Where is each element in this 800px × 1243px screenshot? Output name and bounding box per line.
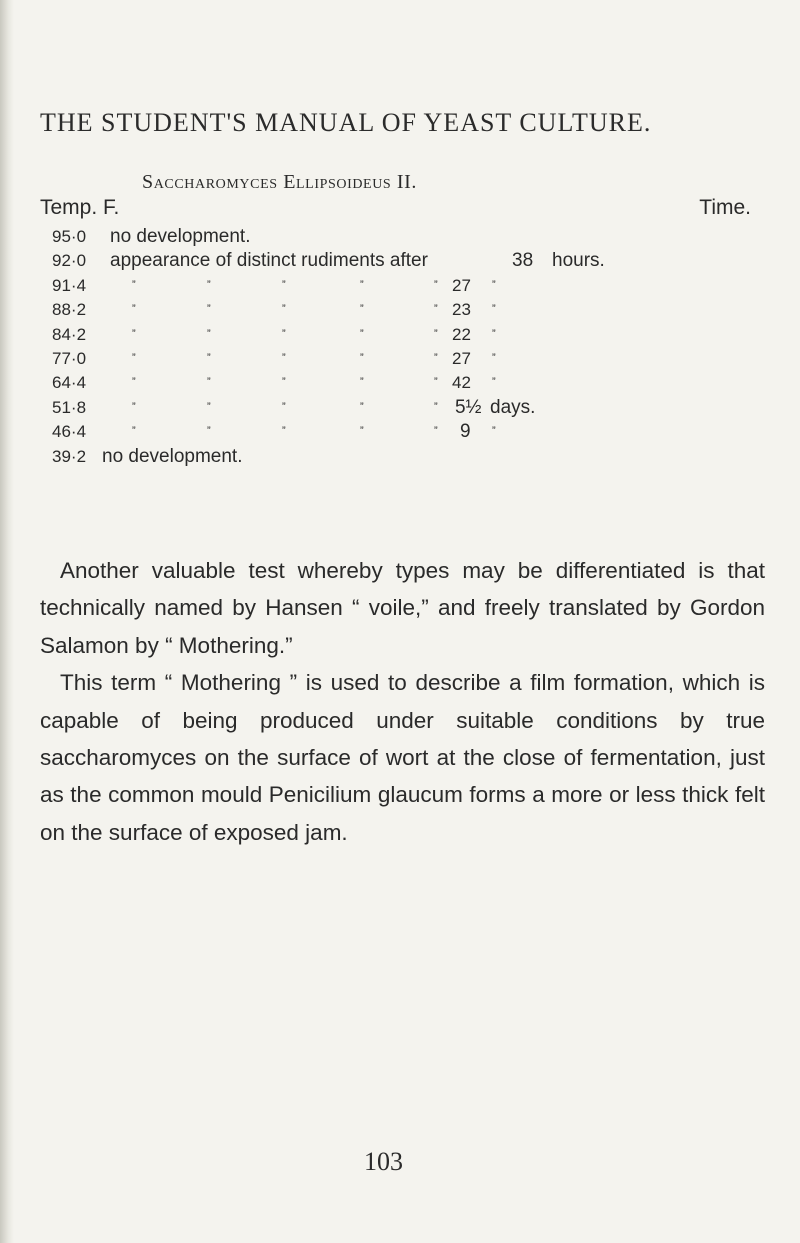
row-time: 38 xyxy=(512,250,534,272)
table-row xyxy=(52,274,764,298)
row-temperature: 64·4 xyxy=(52,373,87,393)
ditto-mark: ” xyxy=(132,327,137,340)
ditto-mark: ” xyxy=(360,351,365,364)
ditto-mark: ” xyxy=(492,278,497,291)
book-spine-shadow xyxy=(0,0,14,1243)
row-temperature: 77·0 xyxy=(52,348,87,368)
table-row xyxy=(52,420,764,444)
row-temperature: 84·2 xyxy=(52,324,87,344)
row-time: 27 xyxy=(452,275,471,295)
ditto-mark: ” xyxy=(434,303,439,316)
table-row xyxy=(52,298,764,322)
table-row xyxy=(52,445,764,469)
ditto-mark: ” xyxy=(207,351,212,364)
running-head: THE STUDENT'S MANUAL OF YEAST CULTURE. xyxy=(40,108,652,137)
ditto-mark: ” xyxy=(132,351,137,364)
ditto-mark: ” xyxy=(132,400,137,413)
table-row xyxy=(52,249,764,273)
row-temperature: 51·8 xyxy=(52,397,87,417)
table-row xyxy=(52,323,764,347)
ditto-mark: ” xyxy=(132,376,137,389)
ditto-mark: ” xyxy=(282,327,287,340)
row-temperature: 39·2 xyxy=(52,446,87,466)
row-unit: days. xyxy=(490,396,536,418)
row-temperature: 91·4 xyxy=(52,275,87,295)
ditto-mark: ” xyxy=(360,376,365,389)
row-note: no development. xyxy=(102,445,243,467)
ditto-mark: ” xyxy=(492,327,497,340)
temperature-table xyxy=(52,225,764,469)
row-time: 22 xyxy=(452,324,471,344)
row-time: 9 xyxy=(460,421,471,443)
ditto-mark: ” xyxy=(282,400,287,413)
ditto-mark: ” xyxy=(360,400,365,413)
ditto-mark: ” xyxy=(492,303,497,316)
ditto-mark: ” xyxy=(360,303,365,316)
ditto-mark: ” xyxy=(132,303,137,316)
ditto-mark: ” xyxy=(207,400,212,413)
row-time: 23 xyxy=(452,300,471,320)
ditto-mark: ” xyxy=(434,425,439,438)
column-header-time: Time. xyxy=(699,196,751,219)
ditto-mark: ” xyxy=(282,376,287,389)
paragraph: Another valuable test whereby types may be differentiated is that technically named by Hansen “ voile,” and freely translated by Gordon Salamon by “ Mothering.” xyxy=(40,558,765,658)
ditto-mark: ” xyxy=(360,327,365,340)
table-row xyxy=(52,347,764,371)
ditto-mark: ” xyxy=(434,278,439,291)
ditto-mark: ” xyxy=(207,303,212,316)
row-note: appearance of distinct rudiments after xyxy=(110,250,428,272)
row-temperature: 88·2 xyxy=(52,300,87,320)
table-row xyxy=(52,371,764,395)
row-unit: hours. xyxy=(552,250,605,272)
ditto-mark: ” xyxy=(434,400,439,413)
paragraph: This term “ Mothering ” is used to describe a film formation, which is capable of being produced under suitable conditions by true saccharomyces on the surface of wort at the close of fermentation, just as the common mould Penicilium glaucum forms a more or less thick felt on the surface of exposed jam. xyxy=(40,670,765,845)
ditto-mark: ” xyxy=(132,425,137,438)
row-note: no development. xyxy=(110,226,251,247)
ditto-mark: ” xyxy=(207,376,212,389)
row-temperature: 92·0 xyxy=(52,251,87,271)
ditto-mark: ” xyxy=(492,351,497,364)
table-title: Saccharomyces Ellipsoideus II. xyxy=(142,171,418,193)
table-row xyxy=(52,225,764,249)
ditto-mark: ” xyxy=(207,425,212,438)
ditto-mark: ” xyxy=(360,425,365,438)
ditto-mark: ” xyxy=(282,278,287,291)
table-row xyxy=(52,396,764,420)
ditto-mark: ” xyxy=(434,327,439,340)
row-temperature: 95·0 xyxy=(52,227,87,246)
ditto-mark: ” xyxy=(492,376,497,389)
row-time: 5½ xyxy=(455,396,482,418)
ditto-mark: ” xyxy=(207,278,212,291)
ditto-mark: ” xyxy=(132,278,137,291)
row-time: 27 xyxy=(452,348,471,368)
ditto-mark: ” xyxy=(434,376,439,389)
row-temperature: 46·4 xyxy=(52,422,87,442)
ditto-mark: ” xyxy=(282,351,287,364)
row-time: 42 xyxy=(452,373,471,393)
body-text xyxy=(40,552,765,851)
ditto-mark: ” xyxy=(207,327,212,340)
ditto-mark: ” xyxy=(492,425,497,438)
ditto-mark: ” xyxy=(282,303,287,316)
ditto-mark: ” xyxy=(282,425,287,438)
ditto-mark: ” xyxy=(434,351,439,364)
page-number: 103 xyxy=(364,1147,403,1176)
ditto-mark: ” xyxy=(360,278,365,291)
column-header-temperature: Temp. F. xyxy=(40,196,120,219)
